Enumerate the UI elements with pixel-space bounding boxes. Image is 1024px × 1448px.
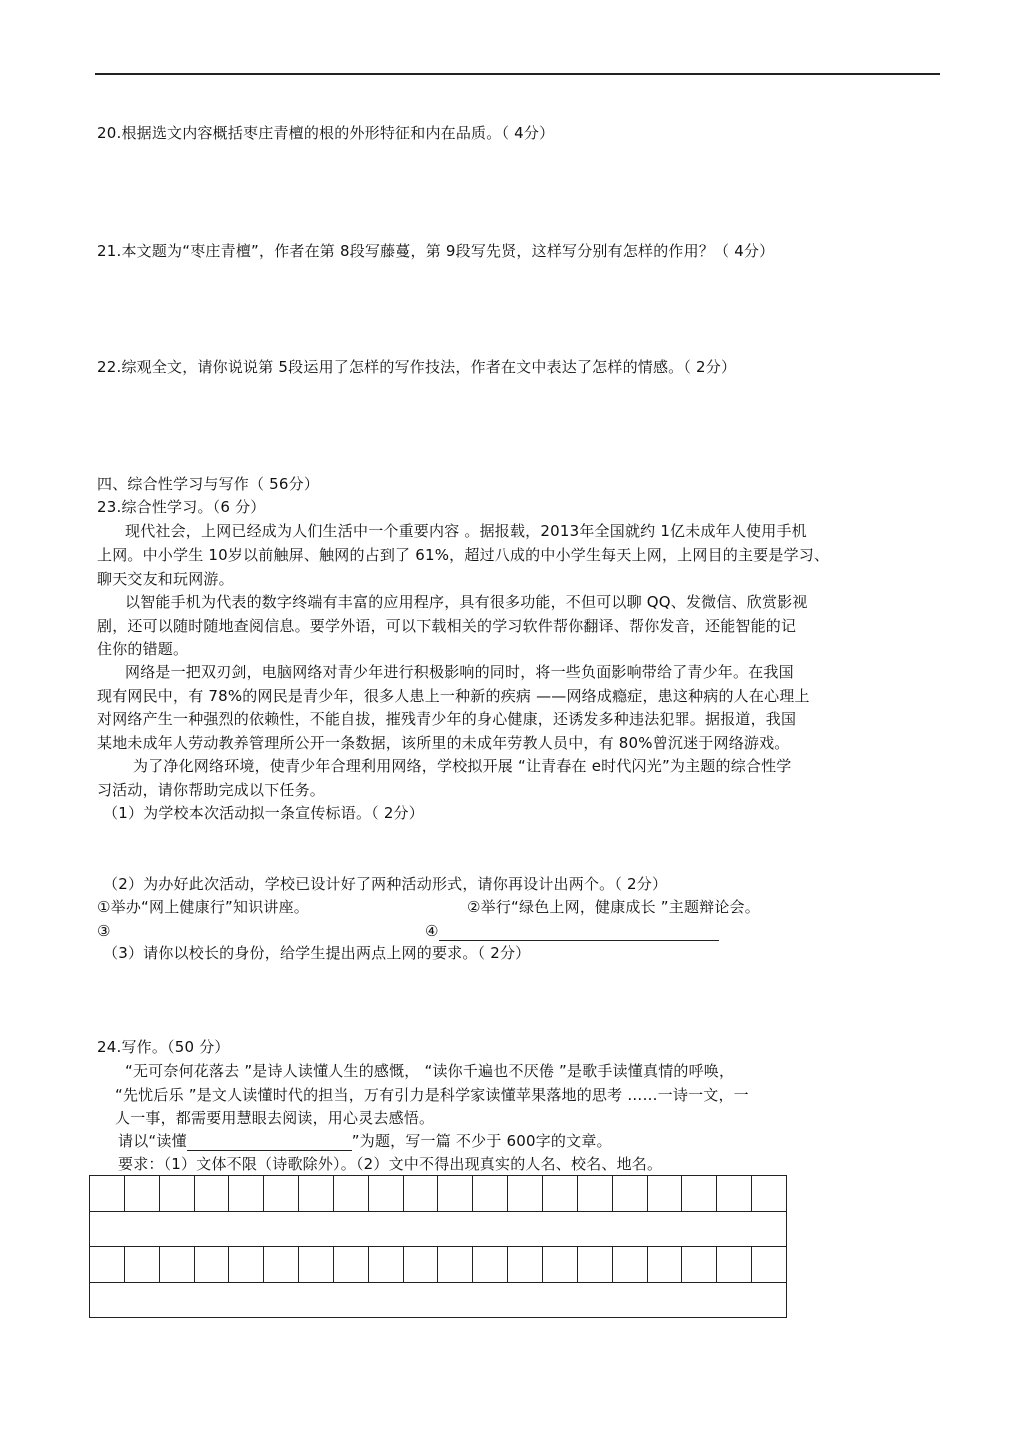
para3-line3: 对网络产生一种强烈的依赖性，不能自拔，摧残青少年的身心健康，还诱发多种违法犯罪。据报道，我国 (97, 710, 797, 728)
para3-line2: 现有网民中，有 78%的网民是青少年，很多人患上一种新的疾病 ——网络成瘾症，患这种病的人在心理上 (97, 687, 810, 705)
grid-cell[interactable] (403, 1247, 438, 1283)
grid-cell[interactable] (264, 1176, 299, 1212)
grid-gap (90, 1283, 787, 1318)
activity-form-4-label: ④ (425, 922, 439, 940)
grid-cell[interactable] (333, 1176, 368, 1212)
title-blank[interactable] (187, 1134, 352, 1151)
answer-blank-4[interactable] (439, 924, 719, 941)
grid-cell[interactable] (124, 1247, 159, 1283)
grid-cell[interactable] (473, 1247, 508, 1283)
grid-row (90, 1176, 787, 1212)
grid-cell[interactable] (194, 1176, 229, 1212)
question-21: 21.本文题为“枣庄青檀”，作者在第 8段写藤蔓，第 9段写先贤，这样写分别有怎样的作用？（ 4分） (97, 242, 775, 260)
q24-requirements: 要求：（1）文体不限（诗歌除外）。（2）文中不得出现真实的人名、校名、地名。 (118, 1155, 663, 1173)
grid-cell[interactable] (159, 1247, 194, 1283)
grid-cell[interactable] (368, 1176, 403, 1212)
question-24-title: 24.写作。（50 分） (97, 1038, 230, 1056)
grid-cell[interactable] (299, 1247, 334, 1283)
grid-cell[interactable] (752, 1176, 787, 1212)
task-1: （1）为学校本次活动拟一条宣传标语。（ 2分） (103, 804, 424, 822)
para1-line3: 聊天交友和玩网游。 (97, 570, 234, 588)
writing-grid[interactable] (89, 1175, 787, 1318)
grid-cell[interactable] (752, 1247, 787, 1283)
prompt-before: 请以“读懂 (118, 1132, 187, 1150)
q24-line2: “先忧后乐 ”是文人读懂时代的担当，万有引力是科学家读懂苹果落地的思考 ……一诗一文，一 (115, 1086, 749, 1104)
grid-cell[interactable] (647, 1176, 682, 1212)
grid-cell[interactable] (264, 1247, 299, 1283)
grid-gap (90, 1212, 787, 1247)
prompt-after: ”为题，写一篇 不少于 600字的文章。 (351, 1132, 612, 1150)
task-2: （2）为办好此次活动，学校已设计好了两种活动形式，请你再设计出两个。（ 2分） (103, 875, 668, 893)
grid-cell[interactable] (333, 1247, 368, 1283)
grid-cell[interactable] (368, 1247, 403, 1283)
task-3: （3）请你以校长的身份，给学生提出两点上网的要求。（ 2分） (103, 944, 531, 962)
grid-cell[interactable] (647, 1247, 682, 1283)
q24-line1: “无可奈何花落去 ”是诗人读懂人生的感慨， “读你千遍也不厌倦 ”是歌手读懂真情的呼唤， (125, 1062, 735, 1080)
grid-cell[interactable] (299, 1176, 334, 1212)
grid-row (90, 1247, 787, 1283)
activity-form-1: ①举办“网上健康行”知识讲座。 (97, 898, 309, 916)
grid-cell[interactable] (508, 1247, 543, 1283)
question-23-title: 23.综合性学习。（6 分） (97, 498, 266, 516)
para2-line3: 住你的错题。 (97, 640, 189, 658)
grid-gap-row (90, 1283, 787, 1318)
grid-cell[interactable] (124, 1176, 159, 1212)
activity-form-4[interactable] (425, 921, 719, 941)
grid-cell[interactable] (682, 1247, 717, 1283)
question-20: 20.根据选文内容概括枣庄青檀的根的外形特征和内在品质。（ 4分） (97, 124, 555, 142)
q24-line3: 人一事，都需要用慧眼去阅读，用心灵去感悟。 (115, 1109, 435, 1127)
grid-cell[interactable] (717, 1247, 752, 1283)
activity-form-3-label: ③ (97, 922, 111, 940)
para4-line1: 为了净化网络环境，使青少年合理利用网络，学校拟开展 “让青春在 e时代闪光”为主题的综合性学 (133, 757, 792, 775)
grid-cell[interactable] (229, 1176, 264, 1212)
para4-line2: 习活动，请你帮助完成以下任务。 (97, 781, 326, 799)
para1-line2: 上网。中小学生 10岁以前触屏、触网的占到了 61%，超过八成的中小学生每天上网，上网目的主要是学习、 (97, 546, 830, 564)
grid-cell[interactable] (682, 1176, 717, 1212)
activity-form-2: ②举行“绿色上网，健康成长 ”主题辩论会。 (467, 898, 760, 916)
grid-cell[interactable] (612, 1176, 647, 1212)
para3-line1: 网络是一把双刃剑，电脑网络对青少年进行积极影响的同时，将一些负面影响带给了青少年。在我国 (125, 663, 794, 681)
grid-cell[interactable] (403, 1176, 438, 1212)
grid-cell[interactable] (542, 1247, 577, 1283)
grid-cell[interactable] (159, 1176, 194, 1212)
grid-cell[interactable] (90, 1247, 125, 1283)
grid-cell[interactable] (577, 1247, 612, 1283)
grid-cell[interactable] (577, 1176, 612, 1212)
header-rule (95, 73, 940, 75)
q24-prompt (118, 1131, 612, 1151)
grid-cell[interactable] (717, 1176, 752, 1212)
grid-cell[interactable] (542, 1176, 577, 1212)
grid-cell[interactable] (508, 1176, 543, 1212)
grid-cell[interactable] (229, 1247, 264, 1283)
grid-cell[interactable] (194, 1247, 229, 1283)
grid-cell[interactable] (473, 1176, 508, 1212)
question-22: 22.综观全文，请你说说第 5段运用了怎样的写作技法，作者在文中表达了怎样的情感。（ 2分） (97, 358, 737, 376)
para2-line1: 以智能手机为代表的数字终端有丰富的应用程序，具有很多功能，不但可以聊 QQ、发微信、欣赏影视 (125, 593, 808, 611)
para2-line2: 剧，还可以随时随地查阅信息。要学外语，可以下载相关的学习软件帮你翻译、帮你发音，还能智能的记 (97, 617, 797, 635)
grid-cell[interactable] (90, 1176, 125, 1212)
para3-line4: 某地未成年人劳动教养管理所公开一条数据，该所里的未成年劳教人员中，有 80%曾沉迷于网络游戏。 (97, 734, 790, 752)
grid-gap-row (90, 1212, 787, 1247)
grid-cell[interactable] (438, 1247, 473, 1283)
grid-cell[interactable] (612, 1247, 647, 1283)
section-heading: 四、综合性学习与写作（ 56分） (97, 475, 320, 493)
grid-cell[interactable] (438, 1176, 473, 1212)
para1-line1: 现代社会，上网已经成为人们生活中一个重要内容 。据报载，2013年全国就约 1亿未成年人使用手机 (125, 522, 807, 540)
